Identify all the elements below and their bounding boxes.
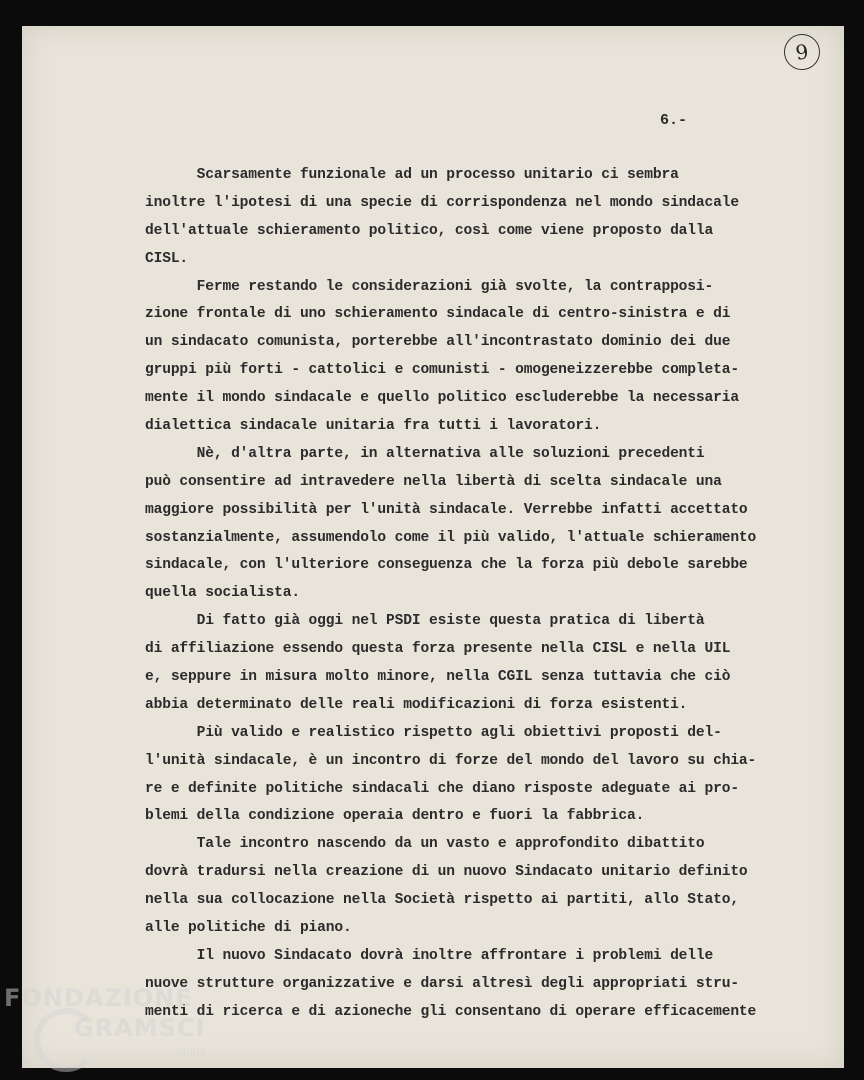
text-line: menti di ricerca e di azioneche gli consentano di operare efficacemente [145,1003,757,1020]
text-line: sostanzialmente, assumendolo come il più valido, l'attuale schieramento [145,529,757,546]
text-line: un sindacato comunista, porterebbe all'incontrastato dominio dei due [145,334,731,351]
text-line: Scarsamente funzionale ad un processo unitario ci sembra [145,167,679,183]
text-line: Di fatto già oggi nel PSDI esiste questa pratica di libertà [145,613,705,630]
text-line: re e definite politiche sindacali che diano risposte adeguate ai pro- [145,780,739,797]
text-line: maggiore possibilità per l'unità sindacale. Verrebbe infatti accettato [145,501,748,518]
text-line: gruppi più forti - cattolici e comunisti - omogeneizzerebbe completa- [145,362,739,379]
archive-page-number: 9 [782,32,823,73]
text-line: alle politiche di piano. [145,920,352,937]
text-line: abbia determinato delle reali modificazioni di forza esistenti. [145,696,688,713]
text-line: sindacale, con l'ulteriore conseguenza che la forza più debole sarebbe [145,557,748,574]
fondazione-gramsci-watermark [4,984,244,1076]
text-line: e, seppure in misura molto minore, nella CGIL senza tuttavia che ciò [145,669,731,686]
text-line: dialettica sindacale unitaria fra tutti i lavoratori. [145,418,602,435]
text-line: quella socialista. [145,585,300,602]
text-line: dell'attuale schieramento politico, così come viene proposto dalla [145,222,714,239]
text-line: dovrà tradursi nella creazione di un nuovo Sindacato unitario definito [145,864,748,881]
typewritten-body [145,162,845,1027]
watermark-bottom-text: GRAMSCI [74,1014,206,1042]
text-line: CISL. [145,250,189,267]
watermark-top-text: FONDAZIONE [4,984,193,1012]
watermark-suffix: onlus [176,1046,206,1059]
text-line: Più valido e realistico rispetto agli obiettivi proposti del- [145,724,722,741]
text-line: Tale incontro nascendo da un vasto e approfondito dibattito [145,836,705,853]
text-line: Ferme restando le considerazioni già svolte, la contrapposi- [145,278,714,295]
text-line: zione frontale di uno schieramento sindacale di centro-sinistra e di [145,306,731,323]
text-line: l'unità sindacale, è un incontro di forze del mondo del lavoro su chia- [145,752,757,769]
text-line: di affiliazione essendo questa forza presente nella CISL e nella UIL [145,641,731,658]
text-line: nella sua collocazione nella Società rispetto ai partiti, allo Stato, [145,892,739,909]
text-line: Nè, d'altra parte, in alternativa alle soluzioni precedenti [145,445,705,462]
text-line: inoltre l'ipotesi di una specie di corrispondenza nel mondo sindacale [145,194,739,211]
text-line: Il nuovo Sindacato dovrà inoltre affrontare i problemi delle [145,947,714,964]
text-line: mente il mondo sindacale e quello politico escluderebbe la necessaria [145,390,739,407]
text-line: blemi della condizione operaia dentro e fuori la fabbrica. [145,808,645,825]
page-number: 6.- [660,112,688,129]
text-line: può consentire ad intravedere nella libertà di scelta sindacale una [145,473,722,490]
text-line: nuove strutture organizzative e darsi altresì degli appropriati stru- [145,975,739,992]
